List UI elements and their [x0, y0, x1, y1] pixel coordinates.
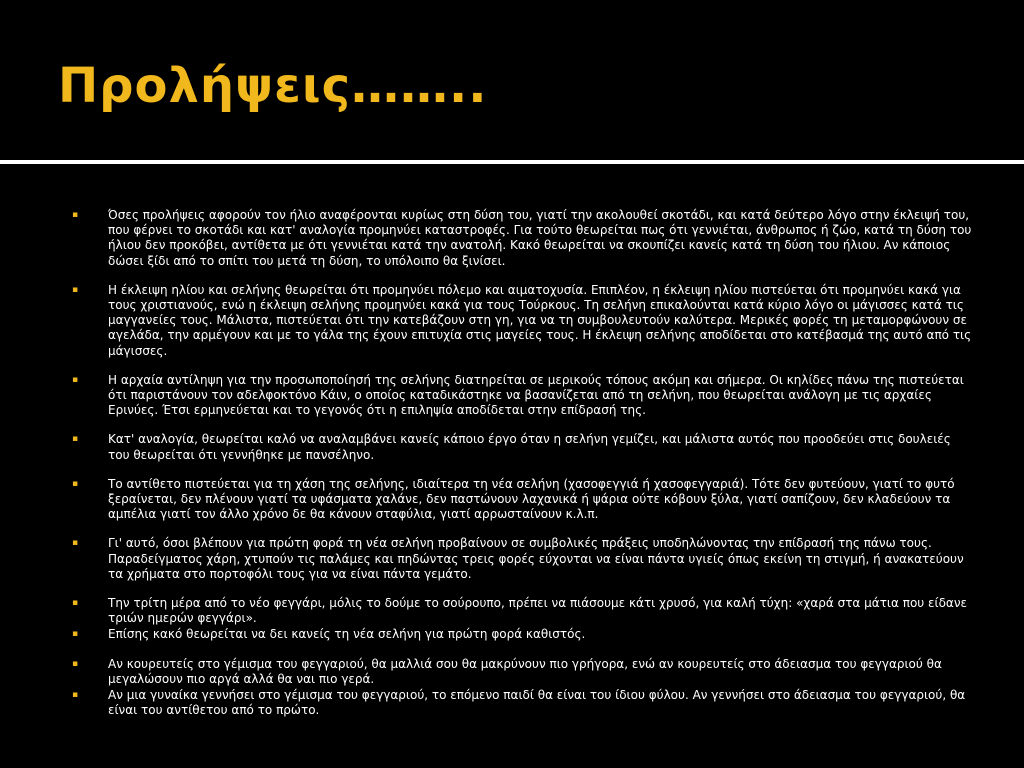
slide-title: Προλήψεις…….. [58, 58, 488, 114]
bullet-marker-icon: ▪ [72, 690, 79, 701]
bullet-list [72, 208, 972, 718]
bullet-text: Αν κουρευτείς στο γέμισμα του φεγγαριού, θα μαλλιά σου θα μακρύνουν πιο γρήγορα, ενώ αν κουρευτείς στο άδειασμα του φεγγαριού θα μεγαλώσουν πιο αργά αλλά θα ναι πιο γερά. [108, 656, 942, 686]
bullet-item [72, 536, 972, 582]
bullet-item [72, 373, 972, 419]
bullet-text: Η αρχαία αντίληψη για την προσωποποίησή της σελήνης διατηρείται σε μερικούς τόπους ακόμη και σήμερα. Οι κηλίδες πάνω της πιστεύεται ότι παριστάνουν τον αδελφοκτόνο Κάιν, ο οποίος καταδικάστηκε να βασανίζεται από τη σελήνη, που θεωρείται ανάλογη με τις αρχαίες Ερινύες. Έτσι ερμηνεύεται και το γεγονός ότι η επιληψία αποδίδεται στην επίδρασή της. [108, 372, 964, 418]
bullet-item [72, 477, 972, 523]
bullet-text: Το αντίθετο πιστεύεται για τη χάση της σελήνης, ιδιαίτερα τη νέα σελήνη (χασοφεγγιά ή χασοφεγγαριά). Τότε δεν φυτεύουν, γιατί το φυτό ξεραίνεται, δεν πλένουν γιατί τα υφάσματα χαλάνε, δεν παστώνουν λαχανικά ή ψάρια ούτε κόβουν ξύλα, γιατί σαπίζουν, δεν κλαδεύουν τα αμπέλια γιατί τον άλλο χρόνο δε θα κάνουν σταφύλια, γιατί αρρωσταίνουν κ.λ.π. [108, 476, 955, 522]
bullet-text: Την τρίτη μέρα από το νέο φεγγάρι, μόλις το δούμε το σούρουπο, πρέπει να πιάσουμε κάτι χρυσό, για καλή τύχη: «χαρά στα μάτια που είδανε τριών ημερών φεγγάρι». [108, 596, 968, 626]
bullet-item [72, 627, 972, 642]
bullet-text: Κατ' αναλογία, θεωρείται καλό να αναλαμβάνει κανείς κάποιο έργο όταν η σελήνη γεμίζει, και μάλιστα αυτός που προοδεύει στις δουλειές του θεωρείται ότι γεννήθηκε με πανσέληνο. [108, 432, 951, 462]
bullet-marker-icon: ▪ [72, 629, 79, 640]
bullet-text: Αν μια γυναίκα γεννήσει στο γέμισμα του φεγγαριού, το επόμενο παιδί θα είναι του ίδιου φύλου. Αν γεννήσει στο άδειασμα του φεγγαριού, θα είναι του αντίθετου από το πρώτο. [108, 688, 966, 718]
title-band [0, 0, 1024, 160]
bullet-text: Όσες προλήψεις αφορούν τον ήλιο αναφέρονται κυρίως στη δύση του, γιατί την ακολουθεί σκοτάδι, και κατά δεύτερο λόγο στην έκλειψή του, που φέρνει το σκοτάδι και κατ' αναλογία προμηνύει καταστροφές. Για τούτο θεωρείται πως ότι γεννιέται, άνθρωπος ή ζώο, κατά τη δύση του ήλιου δεν προκόβει, αντίθετα με ότι γεννιέται κατά την ανατολή. Κακό θεωρείται να σκουπίζει κανείς κατά τη δύση του ήλιου. Αν κάποιος δώσει ξίδι από το σπίτι του μετά τη δύση, το υπόλοιπο θα ξινίσει. [108, 208, 972, 268]
bullet-item [72, 432, 972, 462]
bullet-marker-icon: ▪ [72, 284, 79, 295]
bullet-item [72, 596, 972, 626]
bullet-item [72, 208, 972, 269]
bullet-marker-icon: ▪ [72, 434, 79, 445]
bullet-marker-icon: ▪ [72, 478, 79, 489]
bullet-marker-icon: ▪ [72, 658, 79, 669]
bullet-marker-icon: ▪ [72, 374, 79, 385]
bullet-marker-icon: ▪ [72, 538, 79, 549]
bullet-item [72, 283, 972, 359]
bullet-marker-icon: ▪ [72, 210, 79, 220]
bullet-item [72, 688, 972, 718]
bullet-marker-icon: ▪ [72, 598, 79, 609]
bullet-text: Επίσης κακό θεωρείται να δει κανείς τη νέα σελήνη για πρώτη φορά καθιστός. [108, 627, 586, 642]
bullet-text: Η έκλειψη ηλίου και σελήνης θεωρείται ότι προμηνύει πόλεμο και αιματοχυσία. Επιπλέον, η έκλειψη ηλίου πιστεύεται ότι προμηνύει κακά για τους χριστιανούς, ενώ η έκλειψη σελήνης προμηνύει κακά για τους Τούρκους. Τη σελήνη επικαλούνται κατά κύριο λόγο οι μάγισσες κατά τις μαγγανείες τους. Μάλιστα, πιστεύεται ότι την κατεβάζουν στη γη, για να τη συμβουλευτούν καλύτερα. Μερικές φορές τη μεταμορφώνουν σε αγελάδα, την αρμέγουν και με το γάλα της έχουν επιτυχία στις μαγείες τους. Η έκλειψη σελήνης αποδίδεται στο κατέβασμά της αυτό από τις μάγισσες. [108, 282, 972, 358]
bullet-text: Γι' αυτό, όσοι βλέπουν για πρώτη φορά τη νέα σελήνη προβαίνουν σε συμβολικές πράξεις υποδηλώνοντας την επίδρασή της πάνω τους. Παραδείγματος χάρη, χτυπούν τις παλάμες και πηδώντας τρεις φορές εύχονται να είναι πάντα υγιείς όπως εκείνη τη στιγμή, ή ανακατεύουν τα χρήματα στο πορτοφόλι τους για να είναι πάντα γεμάτο. [108, 536, 964, 581]
slide-body [0, 164, 1024, 768]
bullet-item [72, 657, 972, 687]
